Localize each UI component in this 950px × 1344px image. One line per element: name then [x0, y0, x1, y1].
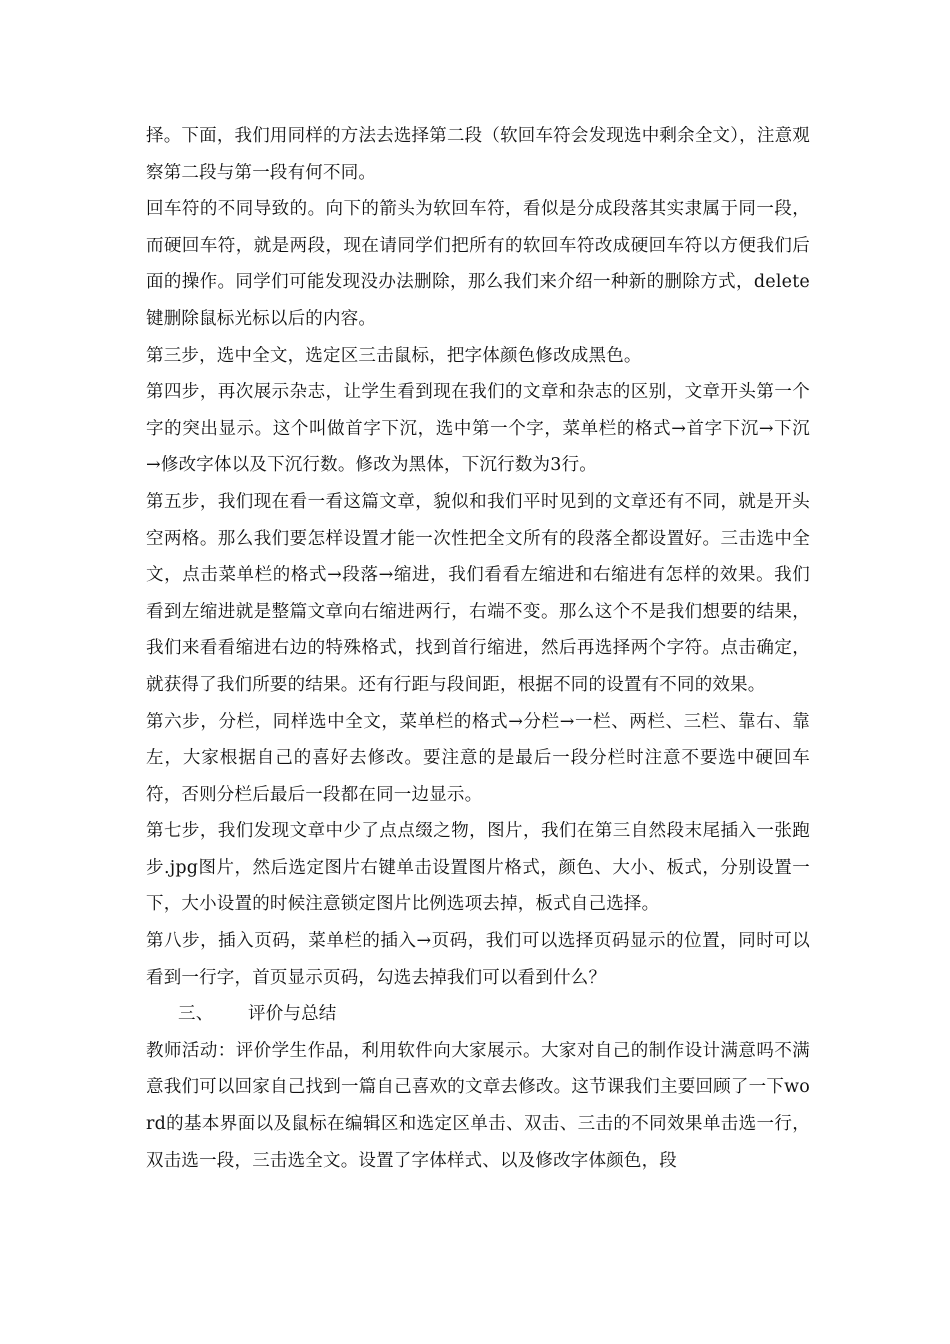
paragraph-step-eight: 第八步，插入页码，菜单栏的插入→页码，我们可以选择页码显示的位置，同时可以看到一行字，首页显示页码，勾选去掉我们可以看到什么？ [146, 931, 810, 988]
paragraph-step-five: 第五步，我们现在看一看这篇文章，貌似和我们平时见到的文章还有不同，就是开头空两格。那么我们要怎样设置才能一次性把全文所有的段落全都设置好。三击选中全文，点击菜单栏的格式→段落→缩进，我们看看左缩进和右缩进有怎样的效果。我们看到左缩进就是整篇文章向右缩进两行，右端不变。那么这个不是我们想要的结果，我们来看看缩进右边的特殊格式，找到首行缩进，然后再选择两个字符。点击确定，就获得了我们所要的结果。还有行距与段间距，根据不同的设置有不同的效果。 [146, 491, 810, 695]
paragraph-step-three: 第三步，选中全文，选定区三击鼠标，把字体颜色修改成黑色。 [146, 345, 642, 366]
paragraph-step-seven: 第七步，我们发现文章中少了点点缀之物，图片，我们在第三自然段末尾插入一张跑步.jpg图片，然后选定图片右键单击设置图片格式，颜色、大小、板式，分别设置一下，大小设置的时候注意锁定图片比例选项去掉，板式自己选择。 [146, 821, 810, 915]
section-heading [146, 996, 810, 1033]
document-body [146, 118, 810, 1179]
paragraph-step-four: 第四步，再次展示杂志，让学生看到现在我们的文章和杂志的区别，文章开头第一个字的突出显示。这个叫做首字下沉，选中第一个字，菜单栏的格式→首字下沉→下沉→修改字体以及下沉行数。修改为黑体，下沉行数为3行。 [146, 382, 810, 476]
paragraph-teacher-activity: 教师活动：评价学生作品，利用软件向大家展示。大家对自己的制作设计满意吗不满意我们可以回家自己找到一篇自己喜欢的文章去修改。这节课我们主要回顾了一下word的基本界面以及鼠标在编辑区和选定区单击、双击、三击的不同效果单击选一行，双击选一段，三击选全文。设置了字体样式、以及修改字体颜色，段 [146, 1040, 810, 1171]
section-heading-title: 评价与总结 [248, 1004, 337, 1025]
section-heading-number: 三、 [178, 1004, 214, 1025]
paragraph-select-second: 择。下面，我们用同样的方法去选择第二段（软回车符会发现选中剩余全文），注意观察第二段与第一段有何不同。 [146, 126, 810, 183]
paragraph-soft-return: 回车符的不同导致的。向下的箭头为软回车符，看似是分成段落其实隶属于同一段，而硬回车符，就是两段，现在请同学们把所有的软回车符改成硬回车符以方便我们后面的操作。同学们可能发现没办法删除，那么我们来介绍一种新的删除方式，delete键删除鼠标光标以后的内容。 [146, 199, 810, 329]
paragraph-step-six: 第六步，分栏，同样选中全文，菜单栏的格式→分栏→一栏、两栏、三栏、靠右、靠左，大家根据自己的喜好去修改。要注意的是最后一段分栏时注意不要选中硬回车符，否则分栏后最后一段都在同一边显示。 [146, 711, 810, 805]
